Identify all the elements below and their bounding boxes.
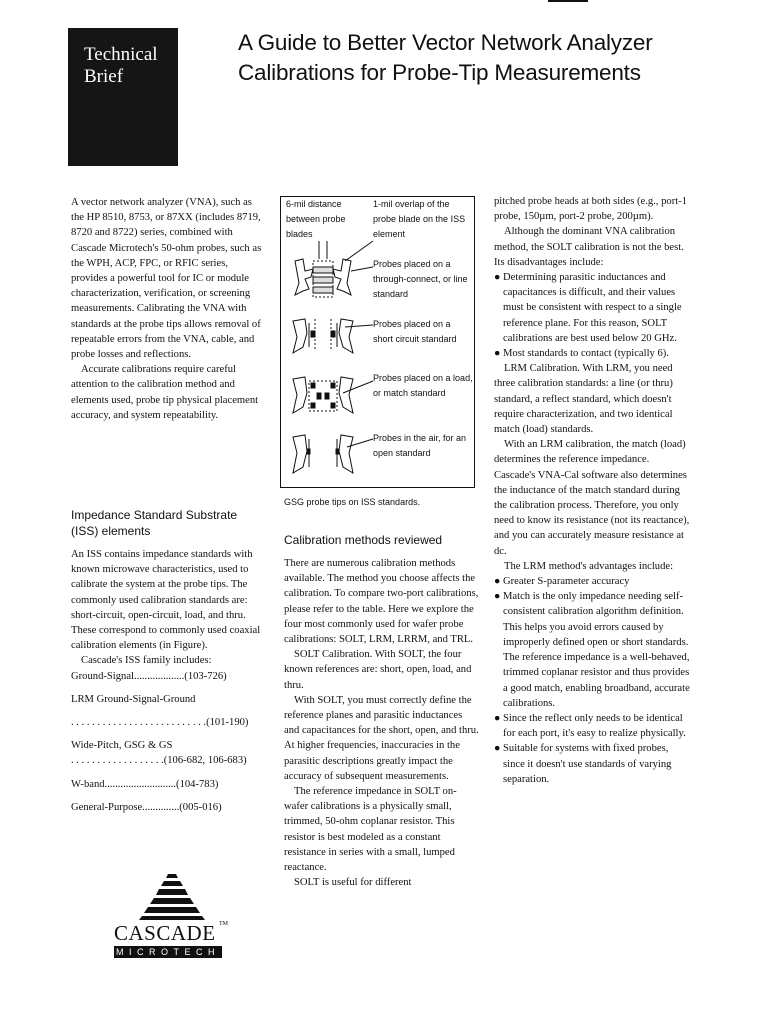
top-rule (548, 0, 588, 2)
iss-family-intro: Cascade's ISS family includes: (81, 655, 212, 667)
disadvantage-item: ● Most standards to contact (typically 6). (494, 348, 669, 360)
solt-paragraph-2: With SOLT, you must correctly define the reference planes and parasitic inductances and capacitances for the short, open, and thru. At higher frequencies, inaccuracies in the parasitic descriptions greatly impact the accuracy of subsequent measurements. (284, 694, 479, 782)
intro-paragraph-2: Accurate calibrations require careful attention to the calibration method and elements used, probe tip physical placement accuracy, and system repeatability. (71, 364, 259, 421)
iss-section (71, 547, 267, 815)
iss-paragraph: An ISS contains impedance standards with known microwave characteristics, used to calibrate the system at the probe tips. The commonly used calibration standards are: short-circuit, open-circuit, load, and thru. These correspond to commonly used coaxial calibration elements (in Figure). (71, 549, 261, 652)
probe-tip-figure (280, 196, 475, 488)
page-title (238, 28, 698, 88)
figure-label-distance: 6-mil distance between probe blades (286, 199, 346, 239)
figure-label-open: Probes in the air, for an open standard (373, 433, 467, 458)
figure-label-load: Probes placed on a load, or match standard (373, 373, 473, 398)
iss-row: Ground-Signal...................(103-726) (71, 670, 227, 682)
calibration-methods-heading: Calibration methods reviewed (284, 533, 443, 547)
solt-paragraph: SOLT Calibration. With SOLT, the four known references are: short, open, load, and thru. (284, 649, 472, 691)
logo-wordmark: CASCADE (114, 921, 216, 945)
lrm-paragraph-2: With an LRM calibration, the match (load) determines the reference impedance. Cascade's VNA-Cal software also determines the inductance of the match standard during the calibration process. Therefore, you only need to know its resistance (not its reactance), and you can accurately measure resistance at dc. (494, 439, 690, 557)
iss-row: Wide-Pitch, GSG & GS (71, 740, 173, 752)
advantage-item: ● Suitable for systems with fixed probes, since it doesn't use standards of varying separation. (494, 743, 672, 785)
column-2 (284, 556, 480, 890)
iss-row: W-band...........................(104-783) (71, 778, 219, 790)
solt-paragraph-3: The reference impedance in SOLT on-wafer calibrations is a physically small, trimmed, 50-ohm coplanar resistor. This resistor is best modeled as a constant resistance in series with a small, lumped reactance. (284, 786, 457, 874)
advantage-item: ● Since the reflect only needs to be identical for each port, it's easy to realize physically. (494, 712, 686, 740)
technical-brief-badge (68, 28, 178, 166)
logo-subbar: MICROTECH (116, 947, 220, 957)
iss-row: . . . . . . . . . . . . . . . . . . . . . . . . . .(101-190) (71, 717, 249, 729)
logo-trademark: TM (219, 921, 228, 927)
brief-label-line1: Technical (84, 44, 158, 65)
intro-paragraph: A vector network analyzer (VNA), such as the HP 8510, 8753, or 87XX (includes 8719, 8720 and 8722) series, combined with Cascade Microtech's 50-ohm probes, such as the WPH, ACP, FPC, or RFIC series, provides a powerful tool for IC or module characterization, verification, or screening measurements. Calibrating the VNA with standards at the probe tips allows removal of repeatable errors from the VNA, cable, and probe losses and reflections. (71, 197, 262, 361)
iss-row: LRM Ground-Signal-Ground (71, 693, 196, 705)
iss-row: . . . . . . . . . . . . . . . . . .(106-682, 106-683) (71, 755, 247, 767)
probe-diagram (281, 197, 476, 489)
solt-paragraph-4: SOLT is useful for different (294, 877, 412, 889)
iss-heading: Impedance Standard Substrate (ISS) elements (71, 508, 238, 538)
figure-label-overlap: 1-mil overlap of the probe blade on the ISS element (373, 199, 466, 239)
disadvantages-intro: Although the dominant VNA calibration method, the SOLT calibration is not the best. Its disadvantages include: (494, 226, 684, 268)
disadvantage-item: ● Determining parasitic inductances and capacitances is difficult, and their values must be consistent with respect to a single reference plane. For this reason, SOLT calibrations are best used below 20 GHz. (494, 272, 682, 344)
figure-label-short: Probes placed on a short circuit standard (373, 319, 457, 344)
advantages-intro: The LRM method's advantages include: (504, 560, 674, 572)
figure-caption: GSG probe tips on ISS standards. (284, 497, 421, 507)
column-1 (71, 195, 267, 423)
pitch-paragraph: pitched probe heads at both sides (e.g., port-1 probe, 150µm, port-2 probe, 200µm). (494, 196, 687, 223)
advantage-item: ● Greater S-parameter accuracy (494, 576, 630, 588)
advantage-item: ● Match is the only impedance needing self-consistent calibration algorithm definition. This helps you avoid errors caused by improperly defined open or short standards. The reference impedance is a well-behaved, trimmed coplanar resistor and thus provides a good match, enabling broadband, accurate calibrations. (494, 591, 690, 709)
title-line2: Calibrations for Probe-Tip Measurements (238, 60, 641, 85)
figure-label-thru: Probes placed on a through-connect, or line standard (373, 259, 468, 299)
cascade-microtech-logo (112, 873, 228, 963)
title-line1: A Guide to Better Vector Network Analyzer (238, 30, 653, 55)
methods-paragraph: There are numerous calibration methods available. The method you choose affects the calibration. To compare two-port calibrations, please refer to the table. Here we explore the four most commonly used for wafer probe calibrations: SOLT, LRM, LRRM, and TRL. (284, 558, 479, 646)
column-3 (494, 194, 690, 787)
lrm-paragraph: LRM Calibration. With LRM, you need three calibration standards: a line (or thru) standard, a reflect standard, which doesn't require characterization, and two identical match (load) standards. (494, 363, 673, 436)
iss-row: General-Purpose..............(005-016) (71, 801, 222, 813)
brief-label-line2: Brief (84, 66, 124, 87)
cascade-stripes-icon (112, 873, 224, 921)
